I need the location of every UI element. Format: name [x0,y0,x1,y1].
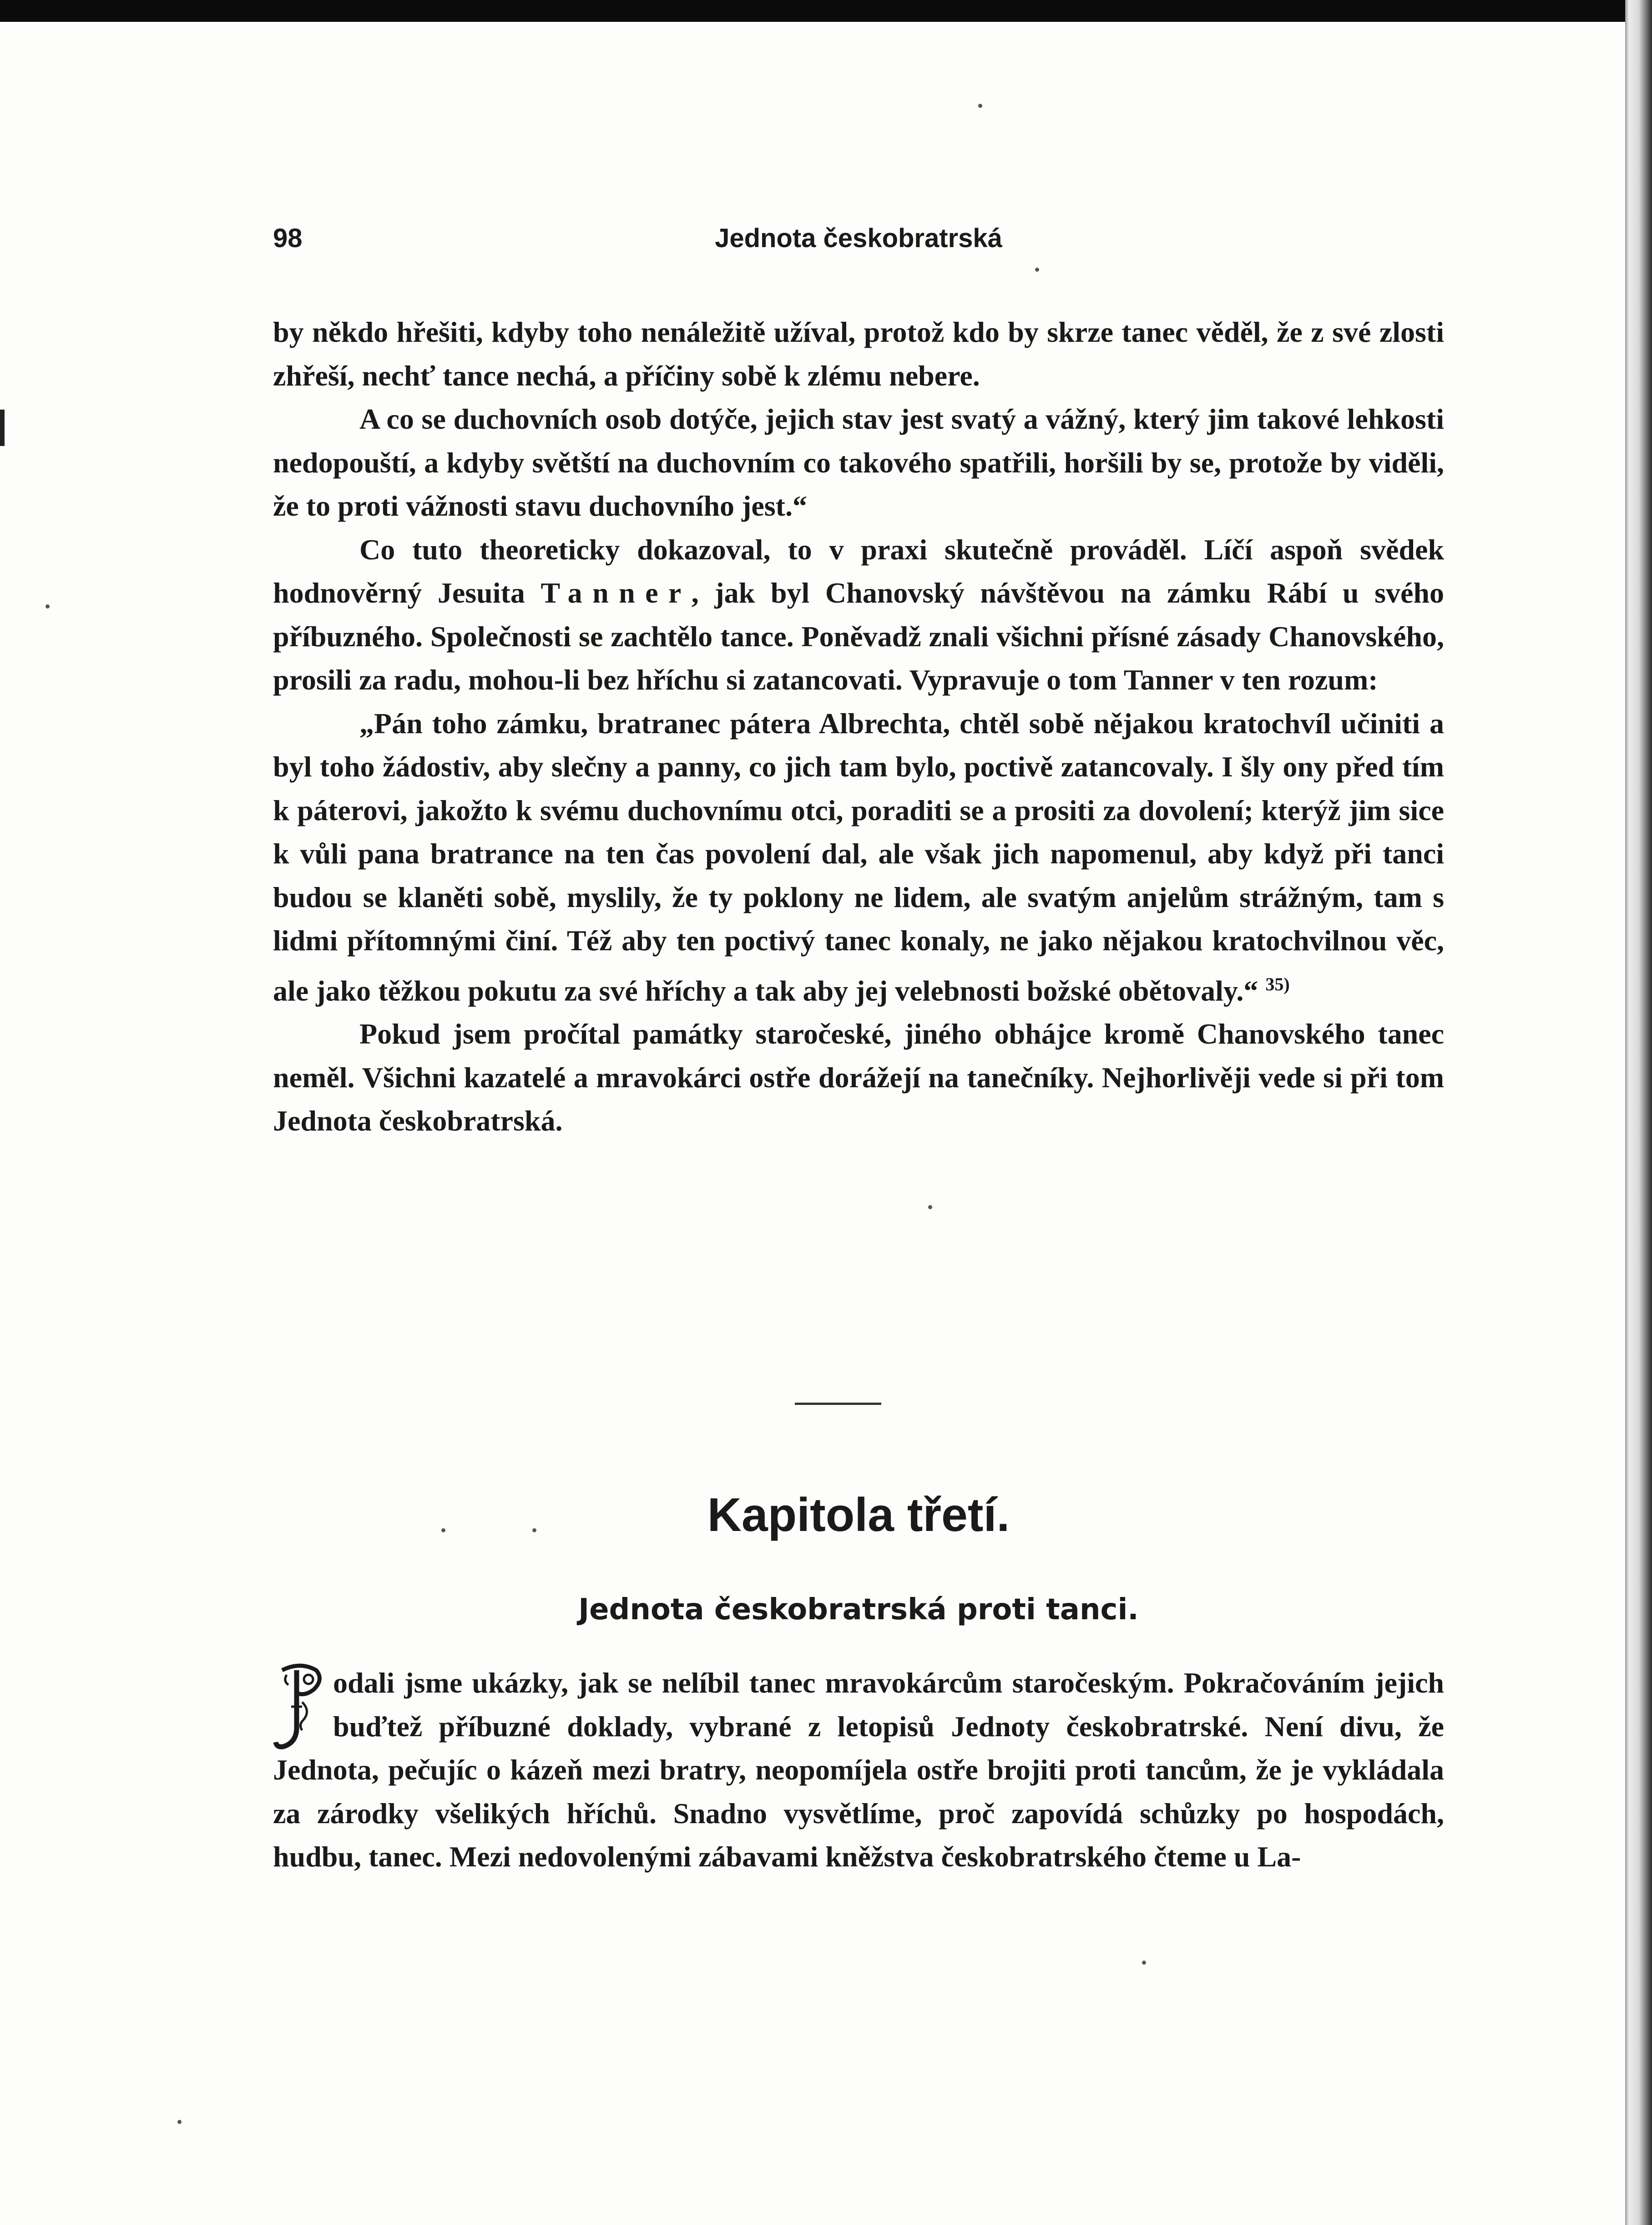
print-speck [1142,1961,1146,1965]
paragraph [273,528,1444,702]
print-speck [177,2120,182,2124]
section-divider [795,1403,881,1405]
book-page [0,22,1625,2225]
footnote-ref: 35) [1265,973,1290,994]
print-speck [928,1205,932,1209]
spaced-name: Tanner [541,577,692,609]
drop-cap-letter-icon [273,1661,327,1752]
scan-edge-mark [0,410,5,446]
paragraph: by někdo hřešiti, kdyby toho nenáležitě užíval, protož kdo by skrze tanec věděl, že z své zlosti zhřeší, nechť tance nechá, a příčiny sobě k zlému nebere. [273,316,1444,392]
quotation-paragraph [273,702,1444,1013]
chapter-title: Kapitola třetí. [707,1489,1010,1541]
print-speck [441,1528,445,1532]
scan-edge-right [1625,0,1652,2225]
paragraph-text: , jak byl Chanovský návštěvou na zámku Rábí u svého příbuzného. Společnosti se zachtělo tance. Poněvadž znali všichni přísné zásady Chanovského, prosili za radu, mohou-li bez hříchu si zatancovati. Vypravuje o tom Tanner v ten rozum: [273,577,1445,696]
print-speck [978,104,982,108]
chapter-paragraph: odali jsme ukázky, jak se nelíbil tanec mravokárcům staročeským. Pokračováním jejich buďtež příbuzné doklady, vybrané z letopisů Jednoty českobratrské. Není divu, že Jednota, pečujíc o kázeň mezi bratry, neopomíjela ostře brojiti proti tancům, že je vykládala za zárodky všelikých hříchů. Snadno vysvětlíme, proč zapovídá schůzky po hospodách, hudbu, tanec. Mezi nedovolenými zábavami kněžstva českobratrského čteme u La- [273,1667,1444,1873]
running-head [273,223,1444,259]
print-speck [532,1528,536,1532]
ornamental-drop-cap [273,1661,327,1752]
print-speck [1035,268,1039,272]
paragraph: Pokud jsem pročítal památky staročeské, jiného obhájce kromě Chanovského tanec neměl. Všichni kazatelé a mravokárci ostře dorážejí na tanečníky. Nejhorlivěji vede si při tom Jednota českobratrská. [273,1018,1444,1137]
chapter-subtitle: Jednota českobratrská proti tanci. [578,1593,1139,1627]
paragraph-text: Co tuto theoreticky dokazoval, to v praxi skutečně prováděl. Líčí aspoň svědek hodnověrný Jesuita [273,533,1444,609]
running-title: Jednota českobratrská [715,223,1002,253]
page-number: 98 [273,223,303,253]
chapter-text [273,1661,1444,1879]
print-speck [45,604,50,608]
body-text [273,310,1444,1143]
quotation-text: „Pán toho zámku, bratranec pátera Albrechta, chtěl sobě nějakou kratochvíl učiniti a byl toho žádostiv, aby slečny a panny, co jich tam bylo, poctivě zatancovaly. I šly ony před tím k páterovi, jakožto k svému duchovnímu otci, poraditi se a prositi za dovolení; kterýž jim sice k vůli pana bratrance na ten čas povolení dal, ale však jich napomenul, aby když při tanci budou se klaněti sobě, myslily, že ty poklony ne lidem, ale svatým anjelům strážným, tam s lidmi přítomnými činí. Též aby ten poctivý tanec konaly, ne jako nějakou kratochvilnou věc, ale jako těžkou pokutu za své hříchy a tak aby jej velebnosti božské obětovaly.“ [273,707,1444,1007]
paragraph: A co se duchovních osob dotýče, jejich stav jest svatý a vážný, který jim takové lehkosti nedopouští, a kdyby světští na duchovním co takového spatřili, horšili by se, protože by viděli, že to proti vážnosti stavu duchovního jest.“ [273,403,1444,522]
